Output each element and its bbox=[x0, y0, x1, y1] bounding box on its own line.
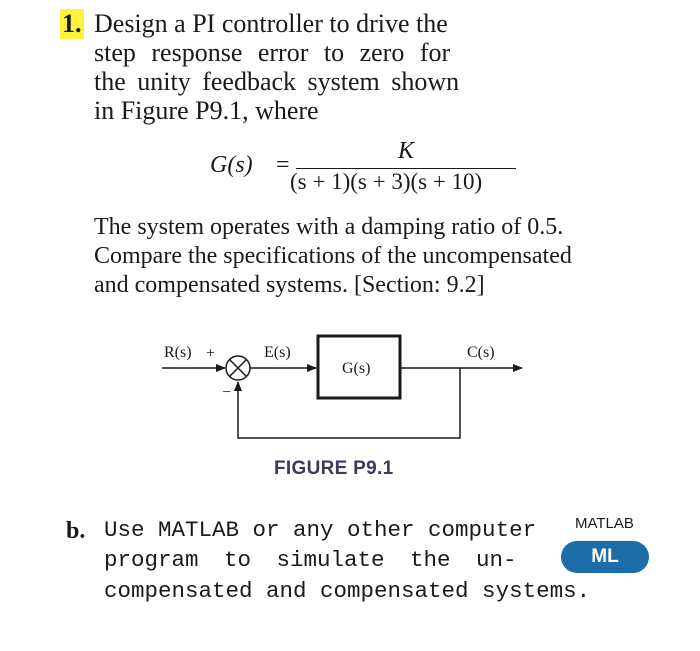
formula-numerator: K bbox=[398, 138, 415, 164]
formula-denominator: (s + 1)(s + 3)(s + 10) bbox=[290, 169, 483, 194]
part-b-line-1: Use MATLAB or any other computer bbox=[104, 517, 537, 543]
problem-text-line-1: Design a PI controller to drive the bbox=[94, 9, 448, 38]
problem-text-line-2: step response error to zero for bbox=[94, 38, 451, 67]
transfer-function bbox=[210, 140, 530, 200]
input-label: R(s) bbox=[164, 344, 192, 361]
summing-junction bbox=[226, 356, 250, 380]
paragraph-line-2: Compare the specifications of the uncompensated bbox=[94, 243, 572, 269]
part-b-label: b. bbox=[66, 518, 86, 544]
plus-sign: + bbox=[206, 345, 216, 362]
matlab-badge: ML bbox=[561, 541, 649, 573]
matlab-label: MATLAB bbox=[575, 515, 634, 532]
formula-lhs: G(s) bbox=[210, 152, 253, 178]
block-label: G(s) bbox=[342, 360, 371, 377]
problem-text-line-4: in Figure P9.1, where bbox=[94, 96, 319, 125]
paragraph-line-3: and compensated systems. [Section: 9.2] bbox=[94, 272, 485, 298]
paragraph-line-1: The system operates with a damping ratio of 0.5. bbox=[94, 214, 564, 240]
part-b-line-3: compensated and compensated systems. bbox=[104, 578, 591, 604]
block-diagram bbox=[150, 330, 550, 450]
error-label: E(s) bbox=[264, 344, 291, 361]
figure-caption: FIGURE P9.1 bbox=[274, 458, 394, 479]
formula-equals: = bbox=[276, 152, 290, 178]
output-label: C(s) bbox=[467, 344, 495, 361]
problem-number: 1. bbox=[62, 9, 82, 38]
problem-text-line-3: the unity feedback system shown bbox=[94, 67, 460, 96]
minus-sign: − bbox=[222, 384, 232, 401]
part-b-line-2: program to simulate the un- bbox=[104, 547, 517, 573]
